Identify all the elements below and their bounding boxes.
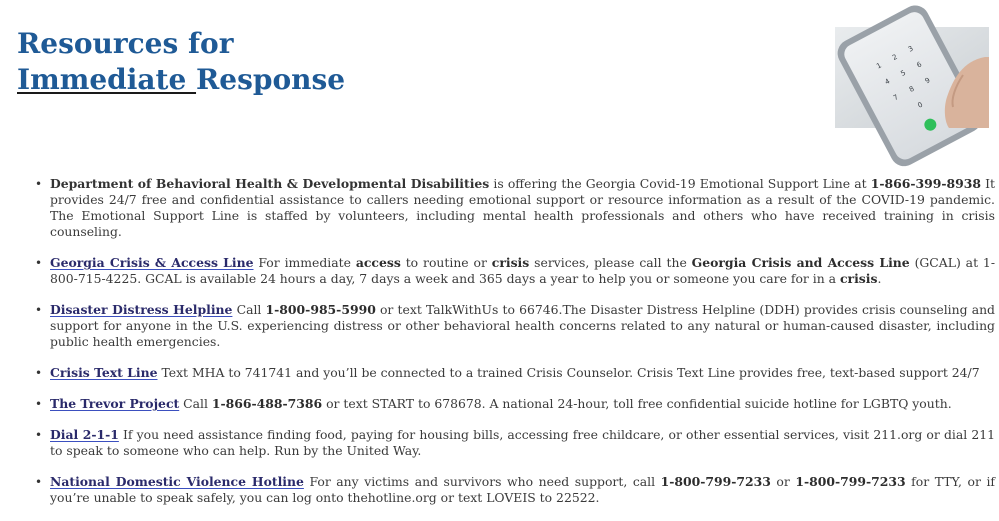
resource-text: Text MHA to 741741 and you’ll be connected to a trained Crisis Counselor. Crisis Text Line provides free, text-based support 24/7 [157, 365, 980, 380]
svg-text:8: 8 [907, 84, 916, 94]
resource-text: For immediate [253, 255, 356, 270]
svg-text:3: 3 [906, 44, 915, 54]
resource-link-211[interactable]: Dial 2-1-1 [50, 427, 119, 442]
title-rest: Response [196, 63, 346, 96]
bullet-icon: • [35, 177, 43, 191]
resource-list [0, 176, 999, 521]
resource-text: or [770, 474, 796, 489]
bold-text: crisis [491, 255, 530, 270]
svg-text:6: 6 [915, 60, 924, 70]
resource-item-domestic-violence [0, 474, 999, 506]
phone-number: 1-800-799-7233 [660, 474, 771, 489]
bullet-icon: • [35, 428, 43, 442]
svg-text:4: 4 [883, 77, 892, 87]
resource-text: for TTY, or if you’re unable to speak safely, you can log onto thehotline.org or text LOVEIS to 22522. [50, 474, 995, 505]
svg-text:0: 0 [916, 100, 925, 110]
resource-text: Call [179, 396, 212, 411]
title-line-2 [17, 62, 345, 98]
resource-text: to routine or [400, 255, 492, 270]
svg-text:5: 5 [899, 68, 908, 78]
resource-item-trevor [0, 396, 999, 412]
resource-item-crisis-text [0, 365, 999, 381]
resource-text: If you need assistance finding food, paying for housing bills, accessing free childcare, or other essential services, visit 211.org or dial 211 to speak to someone who can help. Run by the United Way. [50, 427, 995, 458]
bold-text: access [355, 255, 401, 270]
resource-item-dbhdd [0, 176, 999, 240]
bullet-icon: • [35, 475, 43, 489]
svg-text:9: 9 [923, 76, 932, 86]
resource-name: Department of Behavioral Health & Developmental Disabilities [50, 176, 490, 191]
resource-text: or text START to 678678. A national 24-hour, toll free confidential suicide hotline for LGBTQ youth. [322, 396, 952, 411]
page-title [17, 26, 345, 98]
resource-text: is offering the Georgia Covid-19 Emotional Support Line at [489, 176, 871, 191]
svg-text:2: 2 [891, 52, 899, 63]
phone-number-tty: 1-800-799-7233 [795, 474, 906, 489]
resource-link-disaster-distress[interactable]: Disaster Distress Helpline [50, 302, 233, 317]
resource-text: For any victims and survivors who need support, call [303, 474, 661, 489]
resource-link-trevor[interactable]: The Trevor Project [50, 396, 180, 411]
resource-text: . [877, 271, 882, 286]
phone-dialer-image [835, 27, 989, 128]
svg-text:7: 7 [892, 93, 900, 103]
resource-text: Call [232, 302, 266, 317]
svg-text:1: 1 [875, 61, 883, 71]
bold-text: crisis [840, 271, 878, 286]
resource-text: (GCAL) at 1-800-715-4225. GCAL is available 24 hours a day, 7 days a week and 365 days a year to help you or someone you care for in a [50, 255, 996, 286]
bullet-icon: • [35, 366, 43, 380]
title-line-1: Resources for [17, 27, 234, 60]
bullet-icon: • [35, 397, 43, 411]
phone-number: 1-866-488-7386 [211, 396, 323, 411]
resource-link-domestic-violence[interactable]: National Domestic Violence Hotline [50, 474, 304, 489]
bullet-icon: • [35, 303, 43, 317]
bullet-icon: • [35, 256, 43, 270]
phone-number: 1-800-985-5990 [265, 302, 376, 317]
bold-text: Georgia Crisis and Access Line [691, 255, 910, 270]
resource-item-gcal [0, 255, 999, 287]
resource-item-disaster-distress [0, 302, 999, 350]
phone-dialer-illustration [835, 27, 989, 128]
resource-text: services, please call the [529, 255, 692, 270]
resource-text: It provides 24/7 free and confidential assistance to callers needing emotional support or resource information as a result of the COVID-19 pandemic. The Emotional Support Line is staffed by volunteers, including mental health professionals and others who have received training in crisis counseling. [50, 176, 995, 239]
resource-text: or text TalkWithUs to 66746.The Disaster Distress Helpline (DDH) provides crisis counseling and support for anyone in the U.S. experiencing distress or other behavioral health concerns related to any natural or human-caused disaster, including public health emergencies. [50, 302, 995, 349]
phone-number: 1-866-399-8938 [870, 176, 981, 191]
title-underlined-word: Immediate [17, 63, 197, 96]
resource-item-211 [0, 427, 999, 459]
resource-link-crisis-text[interactable]: Crisis Text Line [50, 365, 158, 380]
resource-link-gcal[interactable]: Georgia Crisis & Access Line [50, 255, 254, 270]
